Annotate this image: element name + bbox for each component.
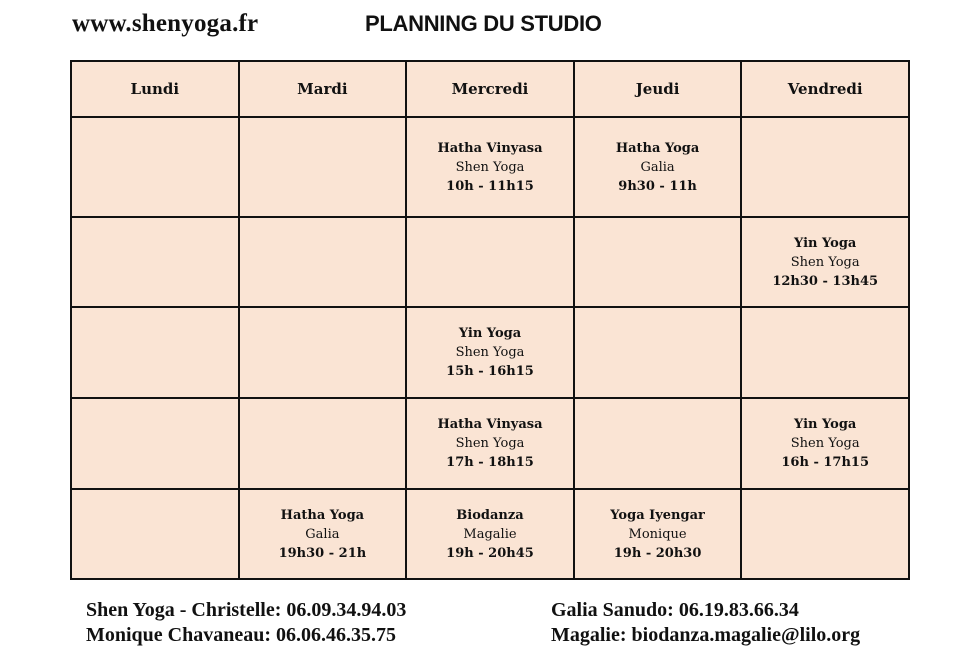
- slot-vendredi-3: [741, 307, 909, 398]
- class-name: Hatha Vinyasa: [437, 417, 543, 432]
- schedule-row: [71, 398, 909, 489]
- class-time: 10h - 11h15: [446, 178, 534, 194]
- contact-monique: Monique Chavaneau: 06.06.46.35.75: [86, 624, 397, 646]
- schedule-row: [71, 217, 909, 307]
- class-name: Hatha Vinyasa: [437, 140, 543, 156]
- class-teacher: Magalie: [463, 526, 517, 542]
- slot-vendredi-1: [741, 117, 909, 217]
- slot-mercredi-5: [406, 489, 574, 579]
- slot-lundi-1: [71, 117, 239, 217]
- slot-vendredi-4: [741, 398, 909, 489]
- class-teacher: Shen Yoga: [790, 254, 860, 270]
- class-teacher: Galia: [305, 526, 340, 542]
- day-header-vendredi: Vendredi: [741, 61, 909, 117]
- class-teacher: Monique: [628, 526, 687, 542]
- slot-mardi-1: [239, 117, 407, 217]
- slot-lundi-4: [71, 398, 239, 489]
- class-name: Yin Yoga: [794, 417, 857, 432]
- day-header-mardi: Mardi: [239, 61, 407, 117]
- class-teacher: Shen Yoga: [790, 436, 860, 451]
- day-header-jeudi: Jeudi: [574, 61, 742, 117]
- class-time: 15h - 16h15: [446, 364, 534, 379]
- slot-mercredi-1: [406, 117, 574, 217]
- slot-vendredi-5: [741, 489, 909, 579]
- slot-lundi-2: [71, 217, 239, 307]
- class-name: Hatha Yoga: [280, 507, 365, 523]
- class-time: 19h30 - 21h: [278, 545, 367, 561]
- slot-mercredi-3: [406, 307, 574, 398]
- class-time: 9h30 - 11h: [618, 178, 697, 194]
- slot-jeudi-4: [574, 398, 742, 489]
- slot-vendredi-2: [741, 217, 909, 307]
- class-time: 19h - 20h45: [446, 545, 534, 561]
- class-time: 17h - 18h15: [446, 455, 534, 470]
- schedule-row: [71, 117, 909, 217]
- slot-mercredi-2: [406, 217, 574, 307]
- class-teacher: Shen Yoga: [455, 345, 525, 360]
- class-name: Biodanza: [456, 507, 524, 523]
- slot-mardi-4: [239, 398, 407, 489]
- schedule-body: [71, 117, 909, 579]
- day-header-mercredi: Mercredi: [406, 61, 574, 117]
- slot-jeudi-3: [574, 307, 742, 398]
- day-header-row: [71, 61, 909, 117]
- slot-lundi-3: [71, 307, 239, 398]
- class-name: Yin Yoga: [794, 235, 857, 251]
- slot-jeudi-5: [574, 489, 742, 579]
- class-name: Yoga Iyengar: [610, 507, 705, 523]
- schedule-row: [71, 307, 909, 398]
- class-name: Yin Yoga: [458, 326, 522, 341]
- schedule-row: [71, 489, 909, 579]
- class-teacher: Shen Yoga: [455, 159, 525, 175]
- slot-mardi-3: [239, 307, 407, 398]
- page-title: PLANNING DU STUDIO: [365, 11, 602, 36]
- slot-jeudi-2: [574, 217, 742, 307]
- slot-lundi-5: [71, 489, 239, 579]
- class-time: 12h30 - 13h45: [772, 273, 879, 289]
- class-teacher: Galia: [640, 159, 675, 175]
- contact-galia: Galia Sanudo: 06.19.83.66.34: [551, 599, 799, 621]
- day-header-lundi: Lundi: [71, 61, 239, 117]
- contact-magalie: Magalie: biodanza.magalie@lilo.org: [551, 624, 861, 646]
- schedule-table: [70, 60, 910, 580]
- class-name: Hatha Yoga: [615, 140, 700, 156]
- slot-mercredi-4: [406, 398, 574, 489]
- contact-shen-yoga: Shen Yoga - Christelle: 06.09.34.94.03: [86, 599, 407, 621]
- slot-mardi-2: [239, 217, 407, 307]
- slot-mardi-5: [239, 489, 407, 579]
- site-url: www.shenyoga.fr: [72, 10, 259, 37]
- class-time: 16h - 17h15: [781, 455, 869, 470]
- class-teacher: Shen Yoga: [455, 436, 525, 451]
- slot-jeudi-1: [574, 117, 742, 217]
- class-time: 19h - 20h30: [613, 545, 702, 561]
